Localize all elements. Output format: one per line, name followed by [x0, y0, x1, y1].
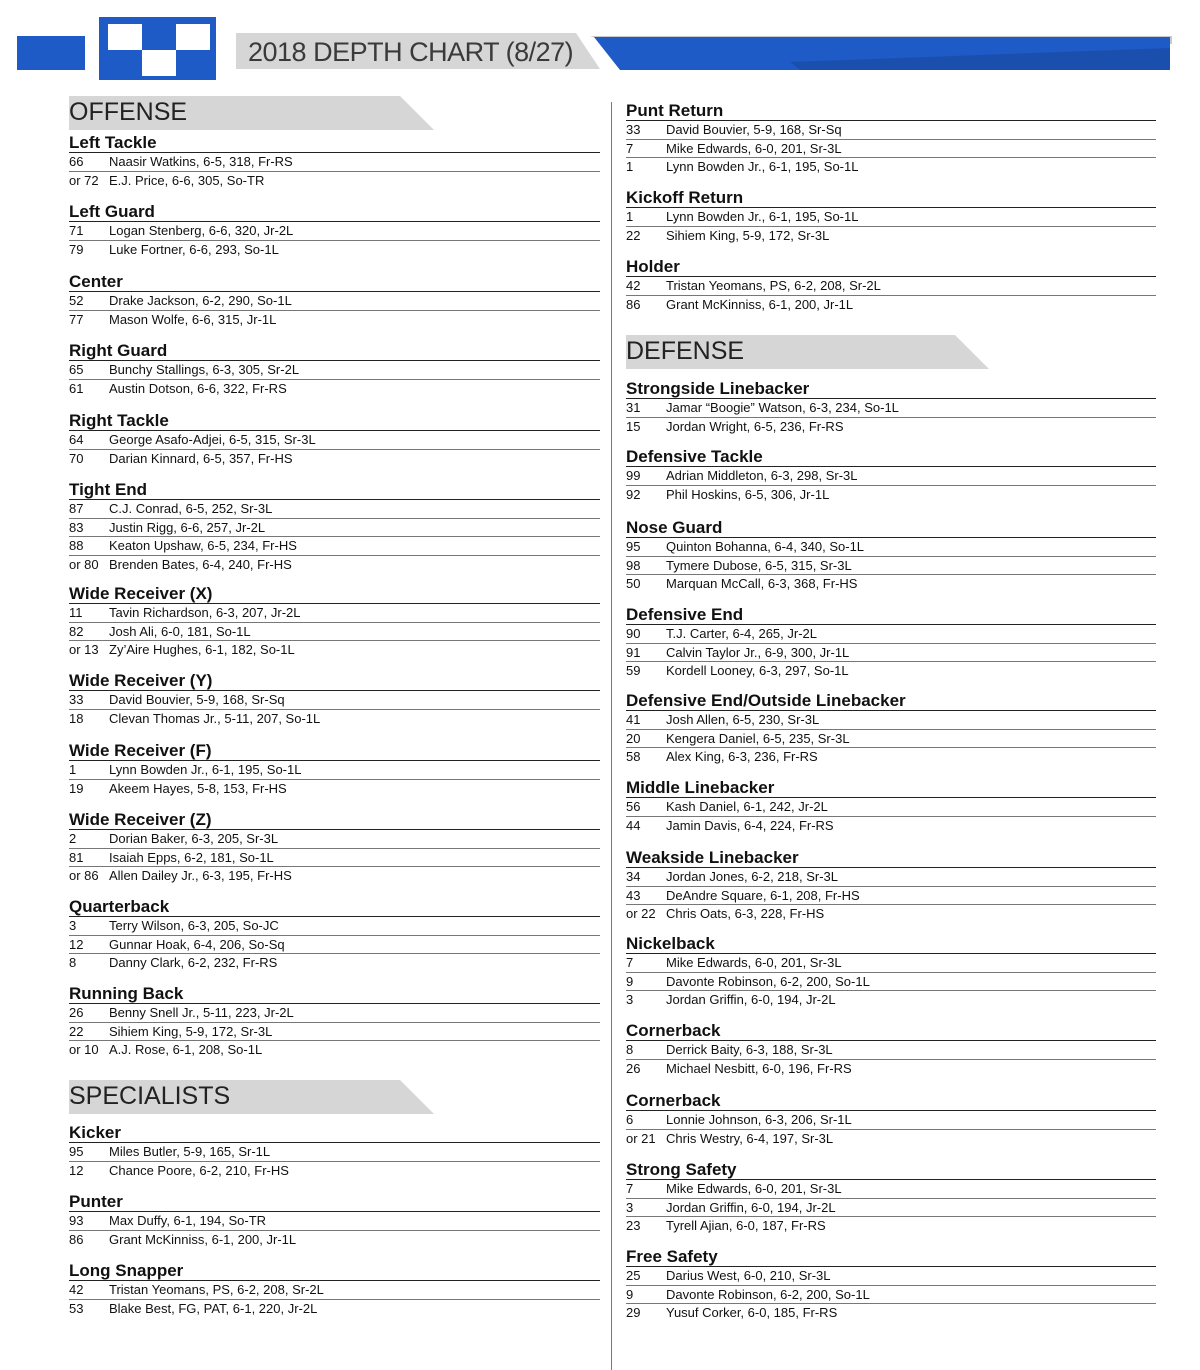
player-row — [69, 500, 600, 519]
player-row — [626, 158, 1156, 176]
player-row — [626, 1217, 1156, 1235]
jersey-number: 6 — [626, 1112, 634, 1127]
jersey-number: 11 — [69, 605, 83, 620]
position-title: Left Tackle — [69, 133, 600, 153]
position-group-nickelback — [626, 934, 1156, 1009]
player-info: Quinton Bohanna, 6-4, 340, So-1L — [666, 539, 865, 554]
player-row — [69, 1023, 600, 1042]
position-group-wide-receiver-f — [69, 741, 600, 797]
jersey-number: 7 — [626, 1181, 634, 1196]
jersey-number: 19 — [69, 780, 84, 796]
player-info: Chris Oats, 6-3, 228, Fr-HS — [666, 906, 825, 921]
player-info: Sihiem King, 5-9, 172, Sr-3L — [109, 1023, 273, 1039]
jersey-number: 23 — [626, 1218, 641, 1233]
player-info: Davonte Robinson, 6-2, 200, So-1L — [666, 973, 870, 989]
header-stripe — [590, 36, 1172, 75]
jersey-number: 26 — [69, 1005, 84, 1020]
player-row — [69, 450, 600, 468]
position-title: Punt Return — [626, 101, 1156, 121]
player-row — [69, 172, 600, 190]
jersey-number: 29 — [626, 1305, 641, 1320]
position-group-center — [69, 272, 600, 328]
player-info: Kordell Looney, 6-3, 297, So-1L — [666, 663, 849, 678]
position-group-middle-linebacker — [626, 778, 1156, 834]
jersey-number: 83 — [69, 519, 84, 535]
player-row — [626, 418, 1156, 436]
player-info: Naasir Watkins, 6-5, 318, Fr-RS — [109, 154, 293, 169]
player-info: Gunnar Hoak, 6-4, 206, So-Sq — [109, 936, 285, 952]
player-row — [626, 208, 1156, 227]
jersey-number: 3 — [626, 1199, 634, 1215]
position-group-left-tackle — [69, 133, 600, 189]
player-row — [69, 537, 600, 556]
player-info: A.J. Rose, 6-1, 208, So-1L — [109, 1042, 263, 1057]
jersey-number: 58 — [626, 749, 641, 764]
player-info: DeAndre Square, 6-1, 208, Fr-HS — [666, 887, 860, 903]
player-row — [626, 748, 1156, 766]
jersey-number: 44 — [626, 817, 641, 833]
player-info: Justin Rigg, 6-6, 257, Jr-2L — [109, 519, 266, 535]
player-info: Zy’Aire Hughes, 6-1, 182, So-1L — [109, 642, 295, 657]
player-row — [69, 849, 600, 868]
player-row — [69, 936, 600, 955]
position-group-wide-receiver-x — [69, 584, 600, 659]
jersey-number: 31 — [626, 400, 641, 415]
column-divider — [611, 102, 612, 1370]
jersey-number: 2 — [69, 831, 77, 846]
player-row — [626, 486, 1156, 504]
position-group-cornerback — [626, 1091, 1156, 1147]
position-title: Defensive End — [626, 605, 1156, 625]
position-title: Middle Linebacker — [626, 778, 1156, 798]
player-row — [626, 973, 1156, 992]
position-group-defensive-end-outside-linebacker — [626, 691, 1156, 766]
jersey-number: 90 — [626, 626, 641, 641]
player-info: Josh Ali, 6-0, 181, So-1L — [109, 623, 251, 639]
jersey-number: 77 — [69, 311, 84, 327]
jersey-number: 92 — [626, 486, 641, 502]
jersey-number: 71 — [69, 223, 84, 238]
player-row — [626, 1304, 1156, 1322]
jersey-number: 65 — [69, 362, 84, 377]
player-info: Calvin Taylor Jr., 6-9, 300, Jr-1L — [666, 644, 850, 660]
player-row — [626, 625, 1156, 644]
player-row — [626, 1111, 1156, 1130]
jersey-number: 20 — [626, 730, 641, 746]
player-row — [626, 905, 1156, 923]
position-title: Long Snapper — [69, 1261, 600, 1281]
player-info: Sihiem King, 5-9, 172, Sr-3L — [666, 227, 830, 243]
player-row — [69, 1231, 600, 1249]
player-info: Danny Clark, 6-2, 232, Fr-RS — [109, 955, 278, 970]
jersey-number: 34 — [626, 869, 641, 884]
position-group-cornerback — [626, 1021, 1156, 1077]
player-row — [69, 292, 600, 311]
player-row — [69, 153, 600, 172]
jersey-number: 56 — [626, 799, 641, 814]
position-group-defensive-tackle — [626, 447, 1156, 503]
position-group-nose-guard — [626, 518, 1156, 593]
player-info: Adrian Middleton, 6-3, 298, Sr-3L — [666, 468, 858, 483]
position-group-tight-end — [69, 480, 600, 573]
position-title: Right Guard — [69, 341, 600, 361]
player-info: Lynn Bowden Jr., 6-1, 195, So-1L — [666, 209, 859, 224]
player-info: Miles Butler, 5-9, 165, Sr-1L — [109, 1144, 271, 1159]
player-row — [69, 1162, 600, 1180]
position-group-defensive-end — [626, 605, 1156, 680]
jersey-number: 12 — [69, 1162, 84, 1178]
jersey-number: 59 — [626, 663, 641, 678]
player-row — [69, 710, 600, 728]
player-info: Drake Jackson, 6-2, 290, So-1L — [109, 293, 292, 308]
jersey-number: 25 — [626, 1268, 641, 1283]
jersey-number: 9 — [626, 1286, 634, 1302]
player-info: Mason Wolfe, 6-6, 315, Jr-1L — [109, 311, 277, 327]
position-title: Wide Receiver (Y) — [69, 671, 600, 691]
player-row — [69, 917, 600, 936]
player-info: Darius West, 6-0, 210, Sr-3L — [666, 1268, 831, 1283]
position-group-free-safety — [626, 1247, 1156, 1322]
player-info: Mike Edwards, 6-0, 201, Sr-3L — [666, 1181, 842, 1196]
player-row — [626, 277, 1156, 296]
position-title: Cornerback — [626, 1021, 1156, 1041]
player-row — [69, 431, 600, 450]
position-group-kicker — [69, 1123, 600, 1179]
player-row — [69, 556, 600, 574]
position-group-punt-return — [626, 101, 1156, 176]
jersey-number: 86 — [69, 1231, 84, 1247]
jersey-number: 26 — [626, 1060, 641, 1076]
position-group-right-tackle — [69, 411, 600, 467]
player-row — [626, 121, 1156, 140]
jersey-number: 87 — [69, 501, 84, 516]
position-title: Running Back — [69, 984, 600, 1004]
player-row — [626, 1130, 1156, 1148]
player-row — [626, 1286, 1156, 1305]
jersey-number: 33 — [69, 692, 84, 707]
jersey-number: 1 — [626, 159, 634, 174]
player-row — [69, 311, 600, 329]
player-info: Tymere Dubose, 6-5, 315, Sr-3L — [666, 557, 852, 573]
player-info: Lonnie Johnson, 6-3, 206, Sr-1L — [666, 1112, 852, 1127]
player-row — [626, 954, 1156, 973]
section-title: OFFENSE — [69, 98, 188, 126]
player-row — [69, 780, 600, 798]
player-info: Josh Allen, 6-5, 230, Sr-3L — [666, 712, 820, 727]
position-group-running-back — [69, 984, 600, 1059]
jersey-number: 53 — [69, 1300, 84, 1316]
player-row — [69, 604, 600, 623]
position-title: Wide Receiver (Z) — [69, 810, 600, 830]
position-title: Kicker — [69, 1123, 600, 1143]
player-info: Lynn Bowden Jr., 6-1, 195, So-1L — [109, 762, 302, 777]
jersey-number: 41 — [626, 712, 641, 727]
jersey-number: 7 — [626, 955, 634, 970]
player-row — [626, 1199, 1156, 1218]
player-row — [69, 830, 600, 849]
player-info: Derrick Baity, 6-3, 188, Sr-3L — [666, 1042, 833, 1057]
position-group-strong-safety — [626, 1160, 1156, 1235]
player-row — [626, 730, 1156, 749]
checkerboard-logo — [99, 17, 216, 80]
player-row — [69, 1212, 600, 1231]
player-row — [69, 361, 600, 380]
player-info: Akeem Hayes, 5-8, 153, Fr-HS — [109, 780, 287, 796]
position-title: Nose Guard — [626, 518, 1156, 538]
player-info: Luke Fortner, 6-6, 293, So-1L — [109, 241, 279, 257]
position-title: Wide Receiver (X) — [69, 584, 600, 604]
jersey-number: 61 — [69, 380, 84, 396]
position-title: Strongside Linebacker — [626, 379, 1156, 399]
position-group-wide-receiver-y — [69, 671, 600, 727]
player-row — [626, 1267, 1156, 1286]
position-group-strongside-linebacker — [626, 379, 1156, 435]
player-info: Benny Snell Jr., 5-11, 223, Jr-2L — [109, 1005, 294, 1020]
player-info: David Bouvier, 5-9, 168, Sr-Sq — [109, 692, 285, 707]
jersey-number: 50 — [626, 576, 641, 591]
jersey-number: 70 — [69, 450, 84, 466]
section-header-specialists — [69, 1080, 434, 1114]
jersey-number: 9 — [626, 973, 634, 989]
player-info: Mike Edwards, 6-0, 201, Sr-3L — [666, 955, 842, 970]
jersey-number: or 22 — [626, 906, 656, 921]
player-info: Jordan Griffin, 6-0, 194, Jr-2L — [666, 992, 836, 1007]
position-group-right-guard — [69, 341, 600, 397]
jersey-number: 8 — [69, 955, 77, 970]
player-row — [626, 817, 1156, 835]
jersey-number: 18 — [69, 710, 84, 726]
player-info: Lynn Bowden Jr., 6-1, 195, So-1L — [666, 159, 859, 174]
position-group-weakside-linebacker — [626, 848, 1156, 923]
player-info: E.J. Price, 6-6, 305, So-TR — [109, 172, 265, 188]
player-row — [626, 711, 1156, 730]
player-row — [69, 222, 600, 241]
position-title: Left Guard — [69, 202, 600, 222]
jersey-number: 81 — [69, 849, 84, 865]
jersey-number: 8 — [626, 1042, 634, 1057]
jersey-number: 3 — [626, 992, 634, 1007]
position-title: Punter — [69, 1192, 600, 1212]
jersey-number: 98 — [626, 557, 641, 573]
player-row — [69, 1004, 600, 1023]
position-group-punter — [69, 1192, 600, 1248]
player-row — [626, 1060, 1156, 1078]
jersey-number: 33 — [626, 122, 641, 137]
player-info: Tyrell Ajian, 6-0, 187, Fr-RS — [666, 1218, 826, 1233]
jersey-number: or 13 — [69, 642, 99, 657]
player-info: Darian Kinnard, 6-5, 357, Fr-HS — [109, 450, 293, 466]
jersey-number: 22 — [69, 1023, 84, 1039]
position-group-quarterback — [69, 897, 600, 972]
jersey-number: 95 — [69, 1144, 84, 1159]
player-row — [626, 991, 1156, 1009]
player-info: Keaton Upshaw, 6-5, 234, Fr-HS — [109, 538, 297, 553]
player-info: Isaiah Epps, 6-2, 181, So-1L — [109, 849, 274, 865]
player-info: George Asafo-Adjei, 6-5, 315, Sr-3L — [109, 432, 316, 447]
player-info: Chris Westry, 6-4, 197, Sr-3L — [666, 1130, 834, 1146]
player-row — [69, 1300, 600, 1318]
player-info: Tavin Richardson, 6-3, 207, Jr-2L — [109, 605, 301, 620]
player-info: Alex King, 6-3, 236, Fr-RS — [666, 749, 818, 764]
player-info: Jordan Wright, 6-5, 236, Fr-RS — [666, 418, 844, 434]
position-title: Free Safety — [626, 1247, 1156, 1267]
jersey-number: or 10 — [69, 1042, 99, 1057]
player-info: Kengera Daniel, 6-5, 235, Sr-3L — [666, 730, 850, 746]
jersey-number: 82 — [69, 623, 84, 639]
jersey-number: 43 — [626, 887, 641, 903]
player-row — [69, 241, 600, 259]
jersey-number: 79 — [69, 241, 84, 257]
player-info: Yusuf Corker, 6-0, 185, Fr-RS — [666, 1305, 838, 1320]
header-accent-bar — [17, 36, 85, 70]
player-info: Mike Edwards, 6-0, 201, Sr-3L — [666, 140, 842, 156]
player-row — [626, 557, 1156, 576]
player-info: Jamar “Boogie” Watson, 6-3, 234, So-1L — [666, 400, 899, 415]
section-title: DEFENSE — [626, 337, 745, 365]
player-row — [69, 380, 600, 398]
player-row — [69, 1143, 600, 1162]
player-row — [626, 662, 1156, 680]
jersey-number: 7 — [626, 140, 634, 156]
jersey-number: 3 — [69, 918, 77, 933]
player-info: David Bouvier, 5-9, 168, Sr-Sq — [666, 122, 842, 137]
position-title: Defensive End/Outside Linebacker — [626, 691, 1156, 711]
section-header-offense — [69, 96, 434, 130]
player-info: T.J. Carter, 6-4, 265, Jr-2L — [666, 626, 818, 641]
position-title: Strong Safety — [626, 1160, 1156, 1180]
player-row — [626, 399, 1156, 418]
position-title: Holder — [626, 257, 1156, 277]
player-info: Phil Hoskins, 6-5, 306, Jr-1L — [666, 486, 830, 502]
player-info: Austin Dotson, 6-6, 322, Fr-RS — [109, 380, 287, 396]
player-info: Allen Dailey Jr., 6-3, 195, Fr-HS — [109, 868, 292, 883]
player-info: Grant McKinniss, 6-1, 200, Jr-1L — [666, 296, 854, 312]
player-info: C.J. Conrad, 6-5, 252, Sr-3L — [109, 501, 273, 516]
page-title: 2018 DEPTH CHART (8/27) — [248, 37, 574, 67]
player-row — [69, 954, 600, 972]
player-info: Kash Daniel, 6-1, 242, Jr-2L — [666, 799, 828, 814]
player-info: Clevan Thomas Jr., 5-11, 207, So-1L — [109, 710, 321, 726]
player-row — [626, 538, 1156, 557]
player-row — [626, 227, 1156, 245]
player-info: Tristan Yeomans, PS, 6-2, 208, Sr-2L — [666, 278, 881, 293]
position-title: Nickelback — [626, 934, 1156, 954]
player-info: Grant McKinniss, 6-1, 200, Jr-1L — [109, 1231, 297, 1247]
player-info: Blake Best, FG, PAT, 6-1, 220, Jr-2L — [109, 1300, 318, 1316]
position-group-wide-receiver-z — [69, 810, 600, 885]
jersey-number: 88 — [69, 538, 84, 553]
position-title: Defensive Tackle — [626, 447, 1156, 467]
position-title: Cornerback — [626, 1091, 1156, 1111]
player-row — [626, 644, 1156, 663]
jersey-number: 95 — [626, 539, 641, 554]
player-row — [626, 798, 1156, 817]
jersey-number: or 86 — [69, 868, 99, 883]
player-row — [626, 296, 1156, 314]
player-info: Michael Nesbitt, 6-0, 196, Fr-RS — [666, 1060, 852, 1076]
player-row — [69, 691, 600, 710]
player-info: Chance Poore, 6-2, 210, Fr-HS — [109, 1162, 289, 1178]
jersey-number: 12 — [69, 936, 84, 952]
jersey-number: 1 — [626, 209, 634, 224]
player-info: Davonte Robinson, 6-2, 200, So-1L — [666, 1286, 870, 1302]
player-row — [626, 467, 1156, 486]
jersey-number: 93 — [69, 1213, 84, 1228]
jersey-number: 1 — [69, 762, 77, 777]
jersey-number: 91 — [626, 644, 641, 660]
position-title: Wide Receiver (F) — [69, 741, 600, 761]
player-info: Jordan Griffin, 6-0, 194, Jr-2L — [666, 1199, 836, 1215]
player-row — [69, 1281, 600, 1300]
jersey-number: 42 — [626, 278, 641, 293]
player-row — [69, 761, 600, 780]
section-header-defense — [626, 335, 989, 369]
player-info: Logan Stenberg, 6-6, 320, Jr-2L — [109, 223, 294, 238]
player-row — [69, 1041, 600, 1059]
position-group-left-guard — [69, 202, 600, 258]
player-row — [69, 623, 600, 642]
player-row — [69, 519, 600, 538]
player-info: Dorian Baker, 6-3, 205, Sr-3L — [109, 831, 279, 846]
jersey-number: or 72 — [69, 172, 99, 188]
player-row — [626, 1180, 1156, 1199]
player-row — [626, 887, 1156, 906]
position-group-long-snapper — [69, 1261, 600, 1317]
player-row — [69, 641, 600, 659]
player-info: Bunchy Stallings, 6-3, 305, Sr-2L — [109, 362, 300, 377]
jersey-number: 86 — [626, 296, 641, 312]
position-group-holder — [626, 257, 1156, 313]
position-group-kickoff-return — [626, 188, 1156, 244]
player-row — [626, 868, 1156, 887]
player-row — [69, 867, 600, 885]
jersey-number: or 80 — [69, 556, 99, 572]
jersey-number: 22 — [626, 227, 641, 243]
player-row — [626, 1041, 1156, 1060]
jersey-number: or 21 — [626, 1130, 656, 1146]
position-title: Kickoff Return — [626, 188, 1156, 208]
position-title: Right Tackle — [69, 411, 600, 431]
player-info: Jamin Davis, 6-4, 224, Fr-RS — [666, 817, 834, 833]
jersey-number: 15 — [626, 418, 641, 434]
player-info: Marquan McCall, 6-3, 368, Fr-HS — [666, 576, 858, 591]
jersey-number: 66 — [69, 154, 84, 169]
position-title: Center — [69, 272, 600, 292]
player-info: Jordan Jones, 6-2, 218, Sr-3L — [666, 869, 838, 884]
jersey-number: 52 — [69, 293, 84, 308]
jersey-number: 42 — [69, 1282, 84, 1297]
jersey-number: 99 — [626, 468, 641, 483]
position-title: Weakside Linebacker — [626, 848, 1156, 868]
jersey-number: 64 — [69, 432, 84, 447]
position-title: Tight End — [69, 480, 600, 500]
player-row — [626, 575, 1156, 593]
player-info: Tristan Yeomans, PS, 6-2, 208, Sr-2L — [109, 1282, 324, 1297]
position-title: Quarterback — [69, 897, 600, 917]
player-info: Terry Wilson, 6-3, 205, So-JC — [109, 918, 279, 933]
player-info: Brenden Bates, 6-4, 240, Fr-HS — [109, 556, 292, 572]
player-info: Max Duffy, 6-1, 194, So-TR — [109, 1213, 267, 1228]
section-title: SPECIALISTS — [69, 1082, 231, 1110]
player-row — [626, 140, 1156, 159]
